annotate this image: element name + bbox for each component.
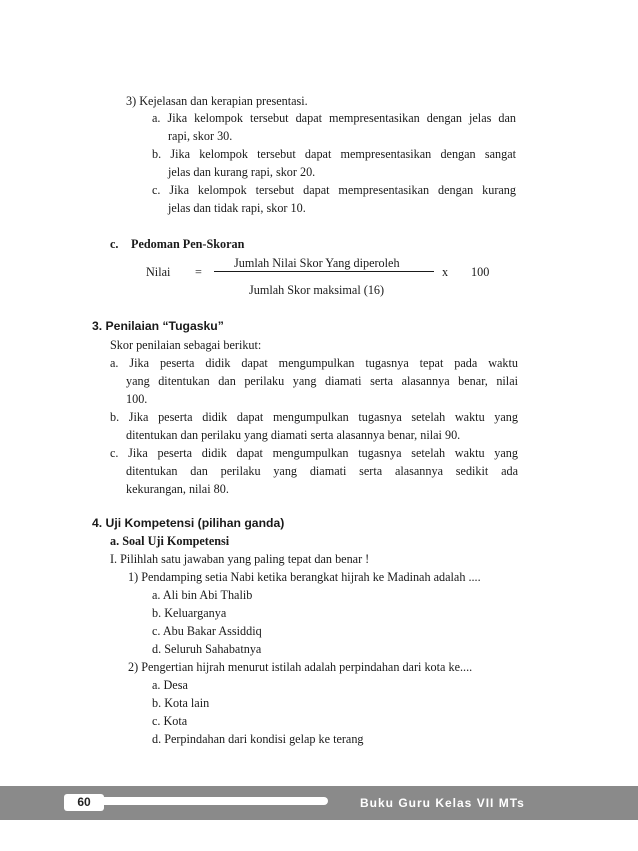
section3-a-line1: a. Jika peserta didik dapat mengumpulkan tugasnya tepat pada waktu	[110, 356, 518, 370]
section4-instruction: I. Pilihlah satu jawaban yang paling tepat dan benar !	[110, 552, 370, 566]
section3-c-line2: ditentukan dan perilaku yang diamati serta alasannya sedikit ada	[126, 464, 518, 478]
formula-label: Nilai	[146, 265, 171, 279]
formula-numerator: Jumlah Nilai Skor Yang diperoleh	[234, 256, 400, 270]
question-1-option-c: c. Abu Bakar Assiddiq	[152, 624, 262, 638]
formula-denominator: Jumlah Skor maksimal (16)	[249, 283, 385, 297]
criteria-b-line2: jelas dan kurang rapi, skor 20.	[168, 165, 316, 179]
criteria-a-line1: a. Jika kelompok tersebut dapat mempresentasikan dengan jelas dan	[152, 111, 516, 125]
page-number: 60	[64, 794, 104, 811]
formula-multiplier: 100	[471, 265, 490, 279]
footer-book-title: Buku Guru Kelas VII MTs	[360, 796, 525, 810]
criteria-c-line1: c. Jika kelompok tersebut dapat mempresentasikan dengan kurang	[152, 183, 516, 197]
formula-equals: =	[195, 265, 202, 279]
criteria-b-line1: b. Jika kelompok tersebut dapat mempresentasikan dengan sangat	[152, 147, 516, 161]
section3-c-line3: kekurangan, nilai 80.	[126, 482, 229, 496]
question-2-option-b: b. Kota lain	[152, 696, 210, 710]
question-2-option-a: a. Desa	[152, 678, 188, 692]
question-1-option-d: d. Seluruh Sahabatnya	[152, 642, 262, 656]
section3-b-line2: ditentukan dan perilaku yang diamati serta alasannya benar, nilai 90.	[126, 428, 461, 442]
question-2-option-c: c. Kota	[152, 714, 188, 728]
section3-a-line2: yang ditentukan dan perilaku yang diamati serta alasannya benar, nilai	[126, 374, 518, 388]
section3-a-line3: 100.	[126, 392, 148, 406]
question-2: 2) Pengertian hijrah menurut istilah adalah perpindahan dari kota ke....	[128, 660, 473, 674]
footer-decorative-pill	[78, 797, 328, 805]
question-2-option-d: d. Perpindahan dari kondisi gelap ke terang	[152, 732, 364, 746]
question-1-option-b: b. Keluarganya	[152, 606, 227, 620]
section4-heading: 4. Uji Kompetensi (pilihan ganda)	[92, 516, 285, 530]
section3-b-line1: b. Jika peserta didik dapat mengumpulkan tugasnya setelah waktu yang	[110, 410, 518, 424]
section4-subheading: a. Soal Uji Kompetensi	[110, 534, 230, 548]
section3-heading: 3. Penilaian “Tugasku”	[92, 319, 224, 333]
criteria-item-3: 3) Kejelasan dan kerapian presentasi.	[126, 94, 308, 108]
section3-intro: Skor penilaian sebagai berikut:	[110, 338, 262, 352]
scoring-heading: Pedoman Pen-Skoran	[131, 237, 245, 251]
formula-times: x	[442, 265, 449, 279]
criteria-c-line2: jelas dan tidak rapi, skor 10.	[168, 201, 306, 215]
scoring-heading-letter: c.	[110, 237, 119, 251]
section3-c-line1: c. Jika peserta didik dapat mengumpulkan tugasnya setelah waktu yang	[110, 446, 518, 460]
fraction-bar	[214, 271, 434, 272]
question-1: 1) Pendamping setia Nabi ketika berangkat hijrah ke Madinah adalah ....	[128, 570, 481, 584]
criteria-a-line2: rapi, skor 30.	[168, 129, 233, 143]
question-1-option-a: a. Ali bin Abi Thalib	[152, 588, 253, 602]
